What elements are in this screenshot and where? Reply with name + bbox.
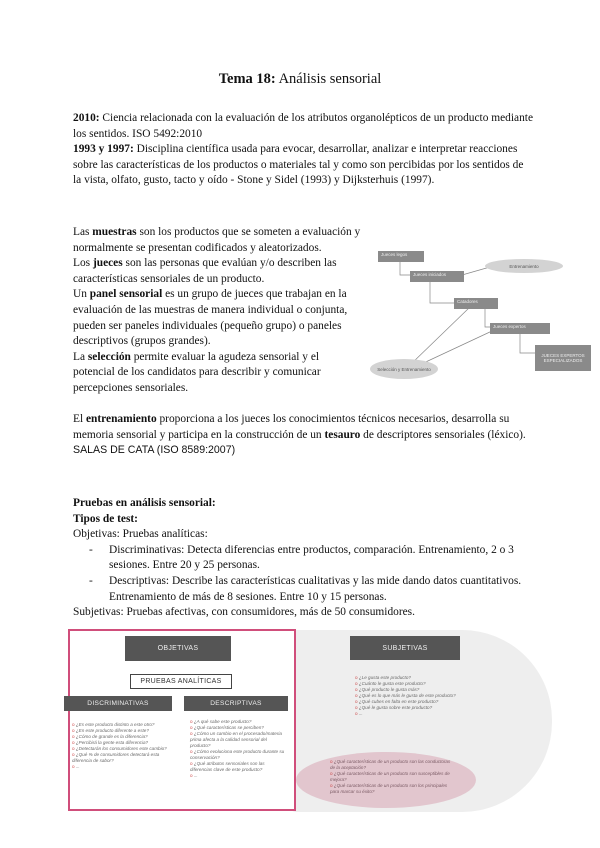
entrenamiento-paragraph: El entrenamiento proporciona a los jueces los conocimientos técnicos necesarios, desarrolla su memoria sensorial y participa en la construcción de un tesauro de descriptores sensoriales (léxico). SALAS DE CATA (ISO 8589:2007) bbox=[73, 412, 535, 459]
panel-paragraph: Un panel sensorial es un grupo de jueces que trabajan en la evaluación de las muestras de manera individual o conjunta, pueden ser paneles individuales (pequeño grupo) o paneles descriptivos (grupos grandes). bbox=[73, 288, 348, 348]
node-jueces-expertos: Jueces expertos bbox=[490, 323, 550, 334]
definitions bbox=[73, 111, 533, 189]
title-number: Tema 18: bbox=[218, 71, 276, 87]
list-item: o ¿Qué características de un producto son susceptibles de mejora? bbox=[330, 771, 456, 783]
list-item: o ... bbox=[72, 764, 177, 770]
list-item: o ¿Percibirá la gente esta diferencia? bbox=[72, 740, 177, 746]
disc-item: - Discriminativas: Detecta diferencias entre productos, comparación. Entrenamiento, 2 o 3 sesiones. Entre 20 y 25 personas. bbox=[89, 543, 514, 572]
descriptivas-box: DESCRIPTIVAS bbox=[184, 696, 288, 711]
list-item: o ¿Qué características de un producto son las conductoras de la aceptación? bbox=[330, 759, 456, 771]
pruebas-heading: Pruebas en análisis sensorial: bbox=[73, 497, 216, 509]
list-item: o ¿Detectarán los consumidores este cambio? bbox=[72, 746, 177, 752]
page-title bbox=[0, 71, 600, 88]
discriminativas-box: DISCRIMINATIVAS bbox=[64, 696, 172, 711]
list-item: o ... bbox=[190, 773, 288, 779]
subjetivas-box: SUBJETIVAS bbox=[350, 636, 460, 660]
list-item: o ¿En este producto diferente a este? bbox=[72, 728, 177, 734]
node-jueces-legos: Jueces legos bbox=[378, 251, 424, 262]
jueces-paragraph: Los jueces son las personas que evalúan y/o describen las características sensoriales de un producto. bbox=[73, 257, 337, 285]
list-item: o ... bbox=[355, 711, 485, 717]
title-text: Análisis sensorial bbox=[275, 71, 382, 87]
seleccion-paragraph: La selección permite evaluar la agudeza sensorial y el potencial de los candidatos para describir y comunicar percepciones sensoriales. bbox=[73, 350, 321, 394]
definition-1993: 1993 y 1997: Disciplina científica usada para evocar, desarrollar, analizar e interpretar reacciones sobre las características de los productos o materiales tal y como son percibidas por los sentidos de la vista, olfato, gusto, tacto y oído - Stone y Sidel (1993) y Dijksterhuis (1997). bbox=[73, 143, 524, 187]
list-item: o ¿Es este producto distinto a este otro? bbox=[72, 722, 177, 728]
node-catadores: Catadores bbox=[454, 298, 498, 309]
muestras-paragraph: Las muestras son los productos que se someten a evaluación y normalmente se presentan codificados y aleatorizados. bbox=[73, 226, 361, 254]
objetivas-line: Objetivas: Pruebas analíticas: bbox=[73, 528, 208, 541]
list-item: o ¿Cómo un cambio en el procesado/materia prima afecta a la calidad sensorial del producto? bbox=[190, 731, 288, 749]
list-item: o ¿Qué % de consumidores detectará esta diferencia de sabor? bbox=[72, 752, 177, 764]
list-item: o ¿Qué características se perciben? bbox=[190, 725, 288, 731]
list-item: o ¿Cómo evoluciona este producto durante su conservación? bbox=[190, 749, 288, 761]
list-item: o ¿Qué es lo que más le gusta de este producto? bbox=[355, 693, 485, 699]
definition-2010: 2010: Ciencia relacionada con la evaluación de los atributos organolépticos de un producto mediante los sentidos. ISO 5492:2010 bbox=[73, 112, 534, 140]
judges-diagram bbox=[370, 245, 590, 380]
disc-questions bbox=[72, 722, 177, 770]
list-item: o ¿Cuánto le gusta este producto? bbox=[355, 681, 485, 687]
salas-de-cata: SALAS DE CATA (ISO 8589:2007) bbox=[73, 444, 236, 457]
list-item: o ¿Qué producto le gusta más? bbox=[355, 687, 485, 693]
desc-item: - Descriptivas: Describe las características cualitativas y las mide dando datos cuantitativos. Entrenamiento de más de 8 sesiones. Entre 10 y 15 personas. bbox=[89, 574, 522, 603]
list-item: o ¿A qué sabe este producto? bbox=[190, 719, 288, 725]
node-entrenamiento: Entrenamiento bbox=[485, 259, 563, 273]
list-item: o ¿Le gusta este producto? bbox=[355, 675, 485, 681]
analiticas-box: PRUEBAS ANALÍTICAS bbox=[130, 674, 232, 689]
list-item: o ¿Qué atributos sensoriales son las diferencias clave de este producto? bbox=[190, 761, 288, 773]
pink-questions bbox=[330, 759, 456, 795]
subj-questions bbox=[355, 675, 485, 717]
desc-questions bbox=[190, 719, 288, 779]
list-item: o ¿Cómo de grande es la diferencia? bbox=[72, 734, 177, 740]
tipos-heading: Tipos de test: bbox=[73, 512, 138, 525]
concepts-column bbox=[73, 225, 361, 397]
pruebas-section bbox=[73, 496, 543, 621]
list-item: o ¿Qué le gusta sobre este producto? bbox=[355, 705, 485, 711]
subjetivas-line: Subjetivas: Pruebas afectivas, con consumidores, más de 50 consumidores. bbox=[73, 606, 415, 619]
objetivas-box: OBJETIVAS bbox=[125, 636, 231, 661]
list-item: o ¿Qué cubes en falta en este producto? bbox=[355, 699, 485, 705]
node-jueces-iniciados: Jueces iniciados bbox=[410, 271, 464, 282]
node-seleccion: Selección y Entrenamiento bbox=[370, 359, 438, 379]
node-jueces-especializados: JUECES EXPERTOS ESPECIALIZADOS bbox=[535, 345, 591, 371]
list-item: o ¿Qué características de un producto son los principales para marcar su éxito? bbox=[330, 783, 456, 795]
